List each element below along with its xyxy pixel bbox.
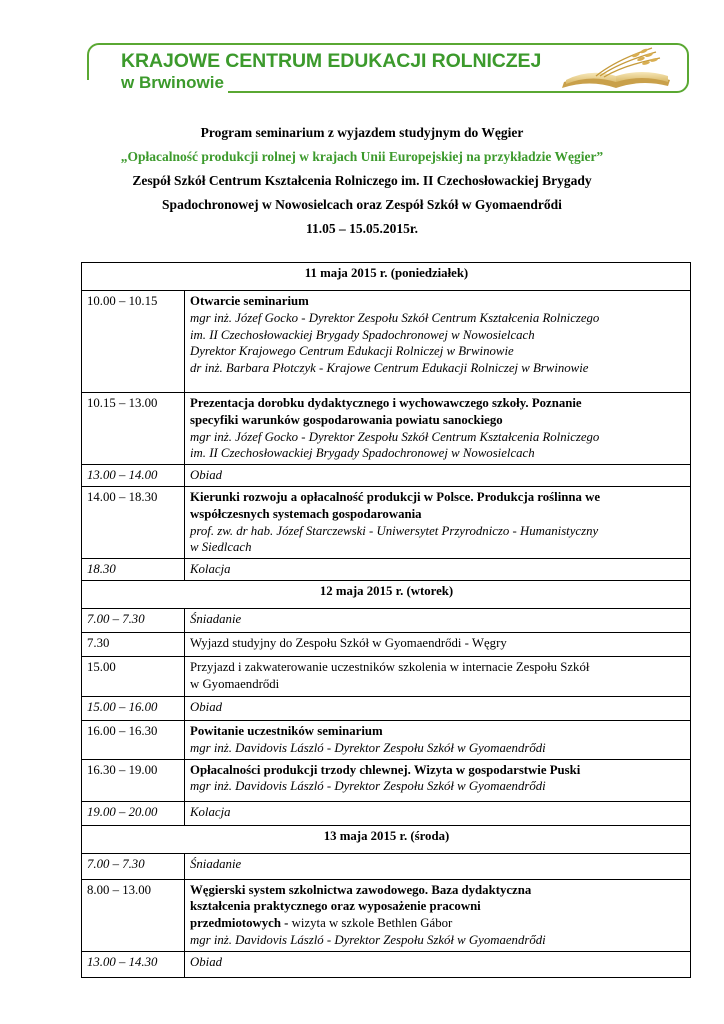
table-row	[82, 720, 691, 759]
table-row	[82, 486, 691, 558]
time-cell: 18.30	[82, 559, 185, 581]
activity-cell: Śniadanie	[185, 608, 691, 632]
speaker-line: mgr inż. Józef Gocko - Dyrektor Zespołu Szkół Centrum Kształcenia Rolniczego	[190, 429, 600, 444]
time-cell: 13.00 – 14.30	[82, 951, 185, 977]
time-cell: 7.30	[82, 632, 185, 656]
organizer-line: Zespół Szkół Centrum Kształcenia Rolniczego im. II Czechosłowackiej Brygady	[132, 173, 592, 188]
activity-cell	[185, 393, 691, 465]
organizer-line: Spadochronowej w Nowosielcach oraz Zespół Szkół w Gyomaendrődi	[162, 197, 562, 212]
speaker-line: mgr inż. Davidovis László - Dyrektor Zespołu Szkół w Gyomaendrődi	[190, 779, 546, 794]
document-title	[0, 121, 724, 241]
institution-name: KRAJOWE CENTRUM EDUKACJI ROLNICZEJ	[121, 50, 542, 72]
speaker-line: mgr inż. Davidovis László - Dyrektor Zespołu Szkół w Gyomaendrődi	[190, 740, 546, 755]
activity-line	[190, 915, 686, 932]
activity-line: Przyjazd i zakwaterowanie uczestników szkolenia w internacie Zespołu Szkół	[190, 659, 590, 674]
speaker-line: dr inż. Barbara Płotczyk - Krajowe Centrum Edukacji Rolniczej w Brwinowie	[190, 361, 589, 376]
day-heading: 12 maja 2015 r. (wtorek)	[82, 580, 691, 608]
table-row	[82, 632, 691, 656]
speaker-line: mgr inż. Józef Gocko - Dyrektor Zespołu Szkół Centrum Kształcenia Rolniczego	[190, 310, 600, 325]
activity-line: w Gyomaendrődi	[190, 676, 280, 691]
time-cell: 14.00 – 18.30	[82, 486, 185, 558]
activity-cell: Obiad	[185, 465, 691, 487]
time-cell: 13.00 – 14.00	[82, 465, 185, 487]
activity-detail: wizyta w szkole Bethlen Gábor	[288, 916, 453, 931]
activity-cell: Wyjazd studyjny do Zespołu Szkół w Gyomaendrődi - Węgry	[185, 632, 691, 656]
table-row	[82, 608, 691, 632]
table-row	[82, 656, 691, 696]
speaker-line: w Siedlcach	[190, 540, 252, 555]
activity-cell: Śniadanie	[185, 853, 691, 879]
date-range: 11.05 – 15.05.2015r.	[305, 221, 418, 236]
activity-cell	[185, 720, 691, 759]
speaker-line: Dyrektor Krajowego Centrum Edukacji Rolniczej w Brwinowie	[190, 344, 514, 359]
speaker-line: im. II Czechosłowackiej Brygady Spadochronowej w Nowosielcach	[190, 446, 535, 461]
activity-cell	[185, 759, 691, 801]
activity-cell	[185, 486, 691, 558]
day-header-row	[82, 263, 691, 291]
activity-cell	[185, 879, 691, 951]
time-cell: 10.15 – 13.00	[82, 393, 185, 465]
activity-title: współczesnych systemach gospodarowania	[190, 506, 422, 521]
activity-title: Kierunki rozwoju a opłacalność produkcji w Polsce. Produkcja roślinna we	[190, 489, 600, 504]
header-frame-gap	[84, 80, 126, 96]
time-cell: 15.00	[82, 656, 185, 696]
activity-cell: Kolacja	[185, 801, 691, 825]
speaker-line: im. II Czechosłowackiej Brygady Spadochronowej w Nowosielcach	[190, 327, 535, 342]
speaker-line: prof. zw. dr hab. Józef Starczewski - Uniwersytet Przyrodniczo - Humanistyczny	[190, 523, 599, 538]
table-row	[82, 559, 691, 581]
activity-cell	[185, 656, 691, 696]
time-cell: 8.00 – 13.00	[82, 879, 185, 951]
activity-cell: Obiad	[185, 696, 691, 720]
table-row	[82, 696, 691, 720]
time-cell: 7.00 – 7.30	[82, 853, 185, 879]
table-row	[82, 801, 691, 825]
table-row	[82, 879, 691, 951]
table-row	[82, 393, 691, 465]
activity-title: Otwarcie seminarium	[190, 294, 309, 308]
program-table	[81, 262, 691, 978]
institution-city: w Brwinowie	[121, 73, 228, 93]
activity-title: specyfiki warunków gospodarowania powiatu sanockiego	[190, 412, 503, 427]
table-row	[82, 291, 691, 393]
activity-cell: Kolacja	[185, 559, 691, 581]
time-cell: 10.00 – 10.15	[82, 291, 185, 393]
table-row	[82, 759, 691, 801]
activity-cell: Obiad	[185, 951, 691, 977]
day-header-row	[82, 825, 691, 853]
table-row	[82, 951, 691, 977]
time-cell: 16.00 – 16.30	[82, 720, 185, 759]
title-line: Program seminarium z wyjazdem studyjnym do Węgier	[200, 125, 524, 140]
time-cell: 19.00 – 20.00	[82, 801, 185, 825]
time-cell: 15.00 – 16.00	[82, 696, 185, 720]
activity-title: kształcenia praktycznego oraz wyposażenie pracowni	[190, 899, 481, 914]
activity-title: Opłacalności produkcji trzody chlewnej. Wizyta w gospodarstwie Puski	[190, 762, 581, 777]
activity-title: Prezentacja dorobku dydaktycznego i wychowawczego szkoły. Poznanie	[190, 396, 582, 410]
time-cell: 16.30 – 19.00	[82, 759, 185, 801]
time-cell: 7.00 – 7.30	[82, 608, 185, 632]
day-header-row	[82, 580, 691, 608]
activity-title: przedmiotowych -	[190, 916, 289, 931]
book-with-wheat-icon	[556, 42, 676, 90]
day-heading: 11 maja 2015 r. (poniedziałek)	[82, 263, 691, 291]
day-heading: 13 maja 2015 r. (środa)	[82, 825, 691, 853]
table-row	[82, 465, 691, 487]
seminar-topic: „Opłacalność produkcji rolnej w krajach Unii Europejskiej na przykładzie Węgier”	[120, 149, 604, 164]
activity-cell	[185, 291, 691, 393]
table-row	[82, 853, 691, 879]
speaker-line: mgr inż. Davidovis László - Dyrektor Zespołu Szkół w Gyomaendrődi	[190, 932, 546, 947]
activity-title: Węgierski system szkolnictwa zawodowego. Baza dydaktyczna	[190, 882, 532, 897]
activity-title: Powitanie uczestników seminarium	[190, 723, 383, 738]
